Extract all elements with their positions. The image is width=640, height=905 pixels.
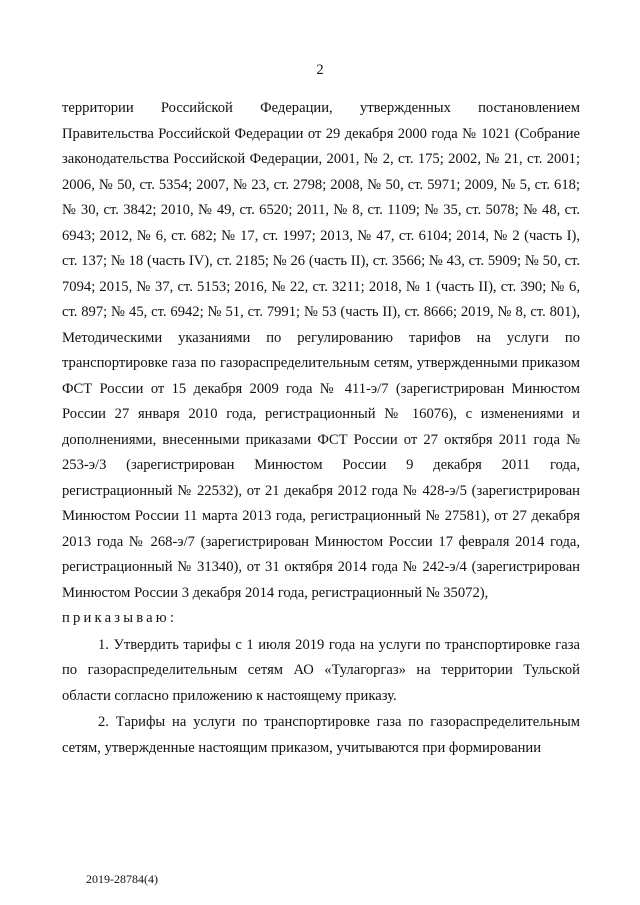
order-item-2: 2. Тарифы на услуги по транспортировке газа по газораспределительным сетям, утвержденные настоящим приказом, учитываются при формировании <box>62 714 580 756</box>
preamble-paragraph: территории Российской Федерации, утвержденных постановлением Правительства Российской Федерации от 29 декабря 2000 года № 1021 (Собрание законодательства Российской Федерации, 2001, № 2, ст. 175; 2002, № 21, ст. 2001; 2006, № 50, ст. 5354; 2007, № 23, ст. 2798; 2008, № 50, ст. 5971; 2009, № 5, ст. 618; № 30, ст. 3842; 2010, № 49, ст. 6520; 2011, № 8, ст. 1109; № 35, ст. 5078; № 48, ст. 6943; 2012, № 6, ст. 682; № 17, ст. 1997; 2013, № 47, ст. 6104; 2014, № 2 (часть I), ст. 137; № 18 (часть IV), ст. 2185; № 26 (часть II), ст. 3566; № 43, ст. 5909; № 50, ст. 7094; 2015, № 37, ст. 5153; 2016, № 22, ст. 3211; 2018, № 1 (часть II), ст. 390; № 6, ст. 897; № 45, ст. 6942; № 51, ст. 7991; № 53 (часть II), ст. 8666; 2019, № 8, ст. 801), Методическими указаниями по регулированию тарифов на услуги по транспортировке газа по газораспределительным сетям, утвержденными приказом ФСТ России от 15 декабря 2009 года № 411-э/7 (зарегистрирован Минюстом России 27 января 2010 года, регистрационный № 16076), с изменениями и дополнениями, внесенными приказами ФСТ России от 27 октября 2011 года № 253-э/3 (зарегистрирован Минюстом России 9 декабря 2011 года, регистрационный № 22532), от 21 декабря 2012 года № 428-э/5 (зарегистрирован Минюстом России 11 марта 2013 года, регистрационный № 27581), от 27 декабря 2013 года № 268-э/7 (зарегистрирован Минюстом России 17 февраля 2014 года, регистрационный № 31340), от 31 октября 2014 года № 242-э/4 (зарегистрирован Минюстом России 3 декабря 2014 года, регистрационный № 35072), <box>62 100 580 601</box>
document-body <box>62 96 580 761</box>
page-number: 2 <box>316 62 324 78</box>
order-word: приказываю: <box>62 610 178 626</box>
order-item-1: 1. Утвердить тарифы с 1 июля 2019 года на услуги по транспортировке газа по газораспределительным сетям АО «Тулагоргаз» на территории Тульской области согласно приложению к настоящему приказу. <box>62 636 580 704</box>
document-code: 2019-28784(4) <box>86 872 158 886</box>
